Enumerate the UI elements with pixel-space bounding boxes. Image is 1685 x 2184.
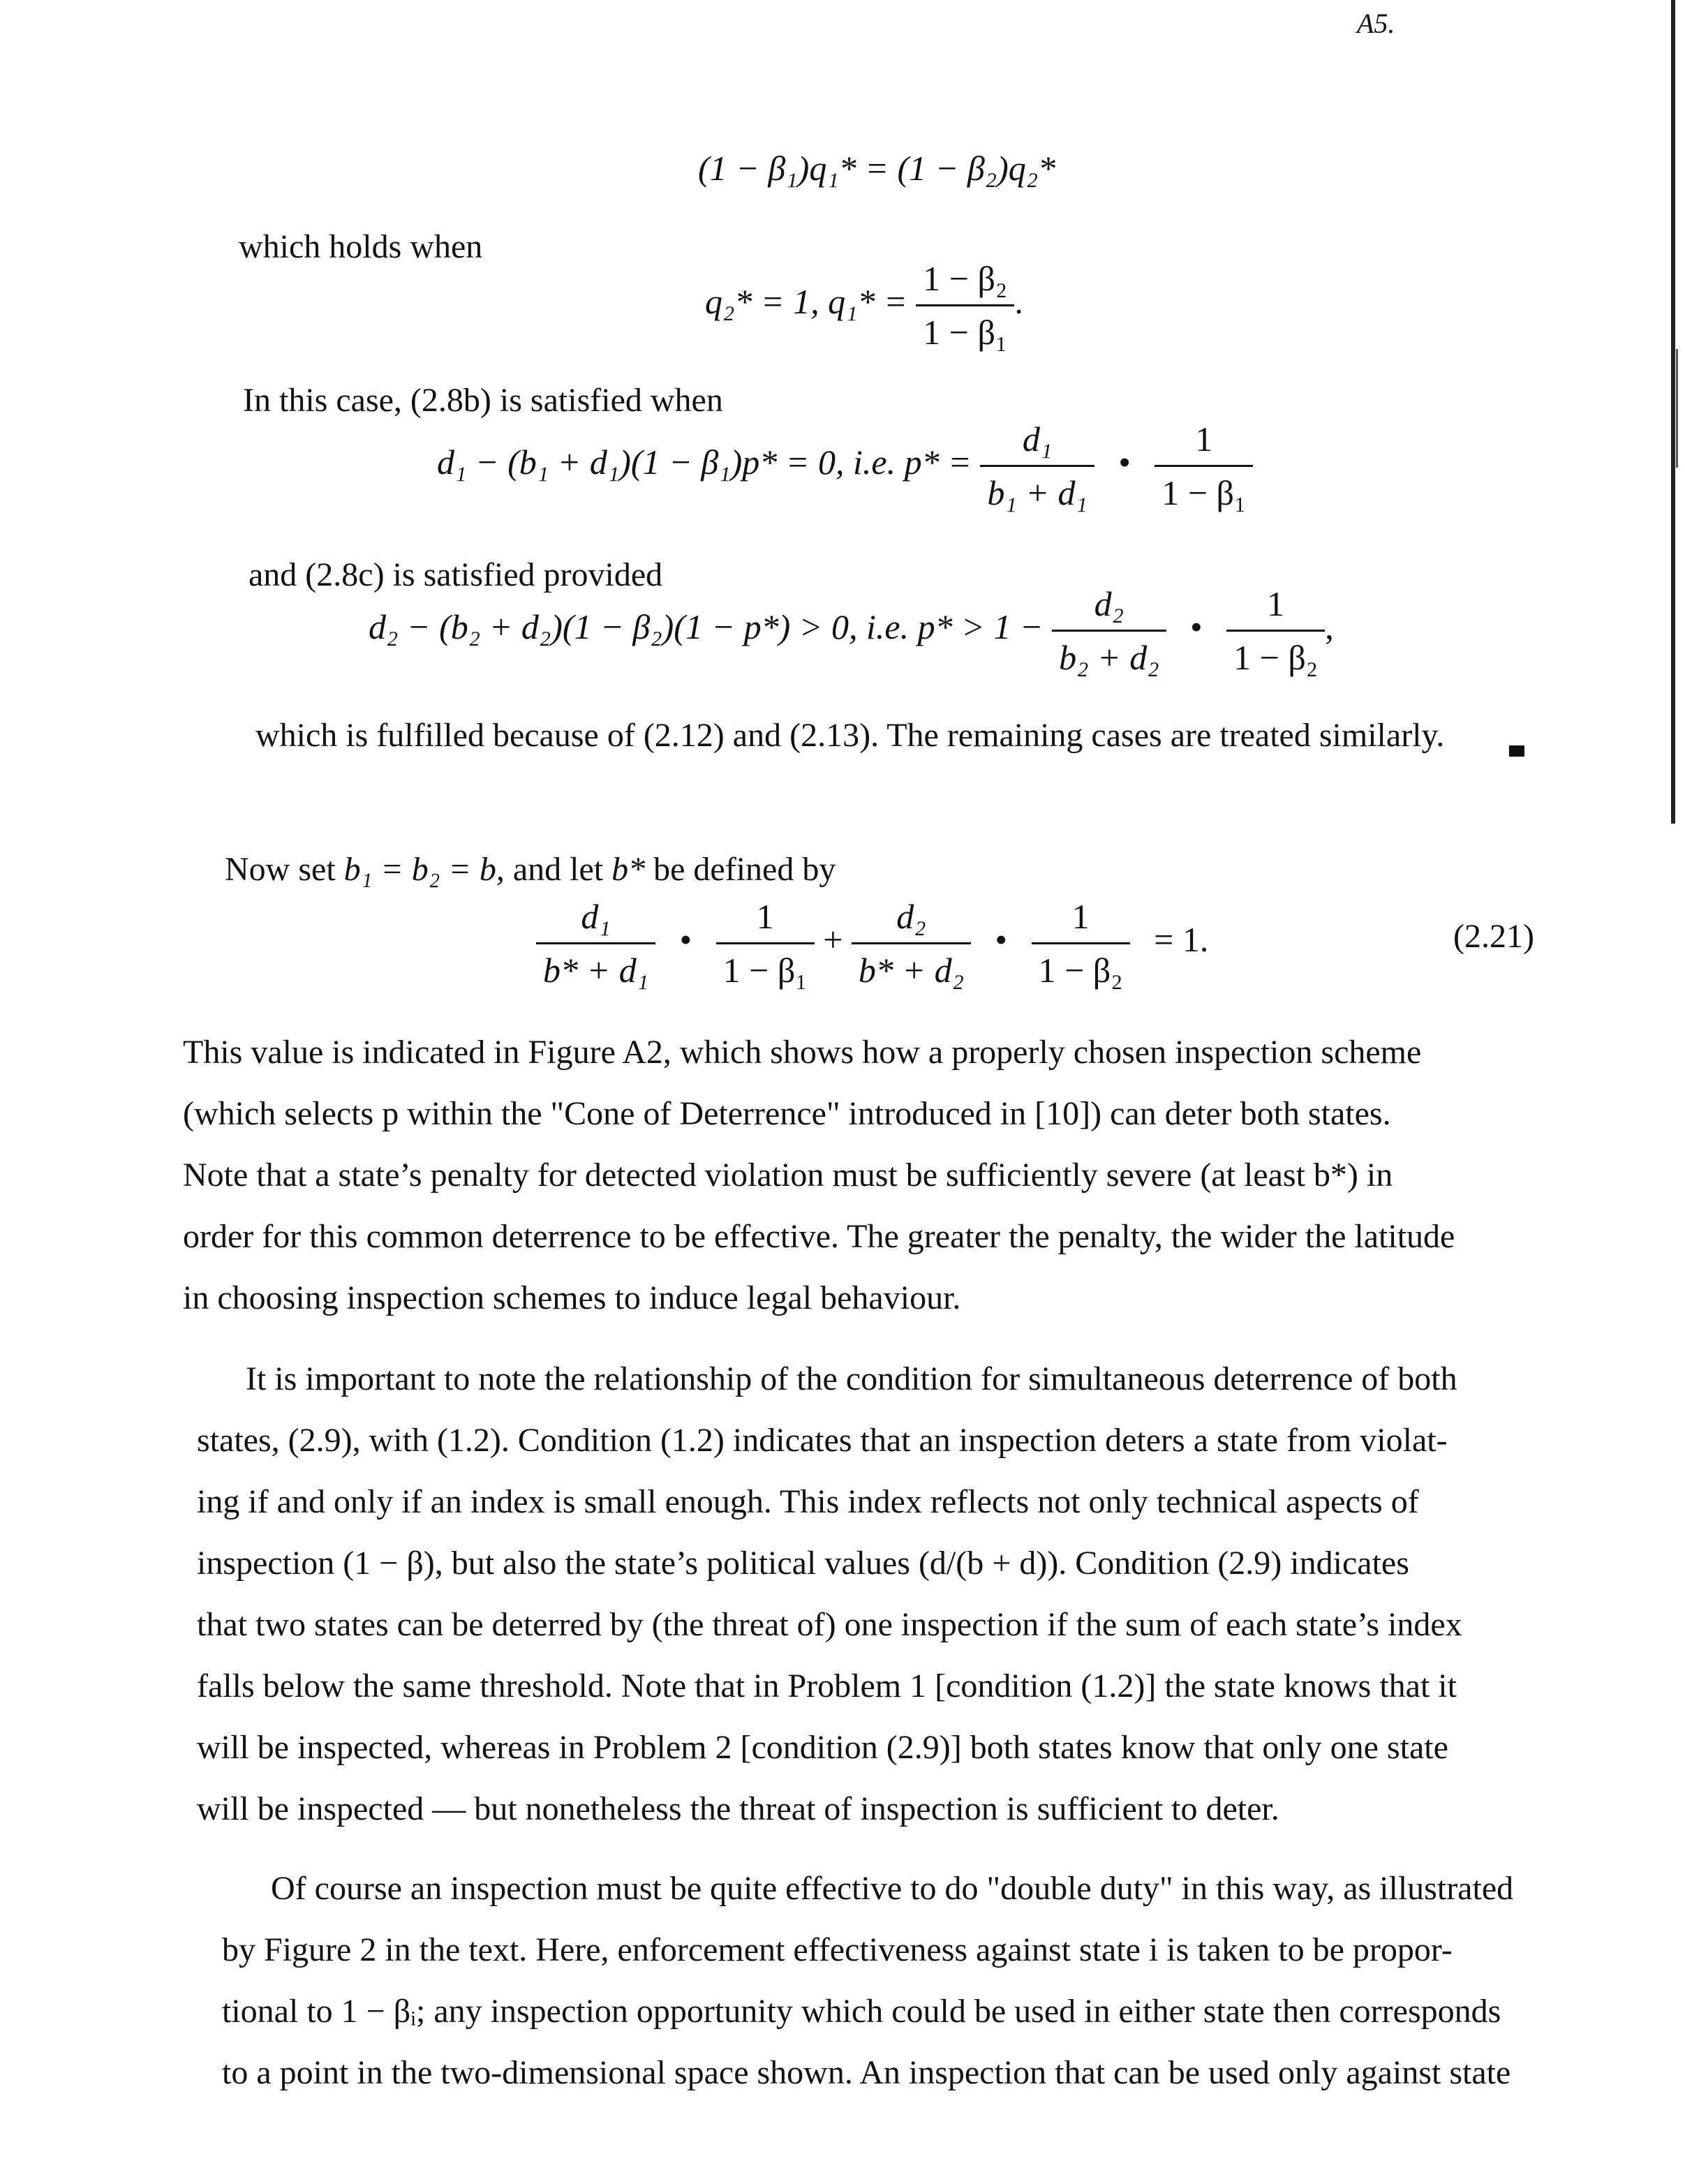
text-now-set-bstar: b*	[611, 851, 646, 888]
equation-4-num-1: d₂	[1094, 584, 1124, 623]
equation-3-num-1: d₁	[1022, 419, 1053, 459]
equation-4-left: d₂ − (b₂ + d₂)(1 − β₂)(1 − p*) > 0, i.e. p* > 1 −	[369, 607, 1044, 646]
equation-5-den-3: b* + d₂	[852, 942, 971, 990]
equation-5-num-3: d₂	[896, 897, 926, 936]
equation-5-dot-1: •	[679, 919, 692, 959]
equation-2-tail: .	[1014, 281, 1023, 321]
equation-2	[705, 258, 1023, 352]
scan-edge-bar	[1671, 0, 1675, 824]
equation-5-rhs: = 1.	[1154, 919, 1209, 959]
equation-3-num-2: 1	[1195, 419, 1213, 459]
paragraph-1-line: Note that a state’s penalty for detected violation must be sufficiently severe (at least b*) in	[183, 1157, 1393, 1194]
paragraph-2	[197, 1349, 1462, 1840]
paragraph-1	[183, 1022, 1455, 1329]
equation-5-fraction-4	[1032, 896, 1130, 990]
scan-edge-mark	[1676, 349, 1678, 468]
equation-5-fraction-2	[716, 896, 815, 990]
equation-5-num-2: 1	[756, 897, 774, 936]
equation-4-den-2: 1 − β₂	[1226, 630, 1325, 678]
equation-4-fraction-2	[1226, 584, 1325, 678]
equation-3-den-1: b₁ + d₁	[980, 465, 1094, 513]
equation-2-left: q₂* = 1, q₁* =	[705, 281, 907, 321]
text-now-set-pre: Now set	[225, 851, 344, 888]
paragraph-2-line: states, (2.9), with (1.2). Condition (1.2) indicates that an inspection deters a state from violat-	[197, 1422, 1448, 1459]
paragraph-1-line: order for this common deterrence to be effective. The greater the penalty, the wider the latitude	[183, 1218, 1455, 1255]
equation-5-num-1: d₁	[581, 897, 611, 936]
qed-mark	[1509, 745, 1524, 757]
equation-1-rhs: = (1 − β₂)q₂*	[865, 149, 1056, 188]
equation-4-dot: •	[1190, 607, 1203, 646]
paragraph-1-line: in choosing inspection schemes to induce legal behaviour.	[183, 1279, 961, 1316]
equation-2-numerator: 1 − β₂	[923, 259, 1008, 298]
equation-2-denominator: 1 − β₁	[916, 304, 1014, 352]
equation-5-den-1: b* + d₁	[536, 942, 655, 990]
text-and-2-8c: and (2.8c) is satisfied provided	[248, 556, 663, 593]
paragraph-3-line: Of course an inspection must be quite effective to do "double duty" in this way, as illustrated	[271, 1870, 1514, 1907]
page-number: A5.	[1357, 8, 1395, 39]
equation-2-21	[536, 896, 1208, 990]
equation-5-den-4: 1 − β₂	[1032, 942, 1130, 990]
equation-4-num-2: 1	[1267, 584, 1285, 623]
paragraph-1-line: (which selects p within the "Cone of Deterrence" introduced in [10]) can deter both states.	[183, 1095, 1391, 1132]
paragraph-2-line: inspection (1 − β), but also the state’s political values (d/(b + d)). Condition (2.9) indicates	[197, 1545, 1409, 1582]
equation-2-fraction	[916, 258, 1014, 352]
equation-3-fraction-1	[980, 419, 1094, 513]
equation-4-fraction-1	[1052, 584, 1166, 678]
paragraph-3-line: by Figure 2 in the text. Here, enforcement effectiveness against state i is taken to be propor-	[222, 1931, 1453, 1968]
text-now-set-math: b₁ = b₂ = b,	[343, 851, 505, 888]
equation-3-dot: •	[1118, 442, 1131, 482]
text-fulfilled: which is fulfilled because of (2.12) and (2.13). The remaining cases are treated similarly.	[255, 717, 1445, 754]
equation-5-plus: +	[823, 919, 843, 959]
equation-3	[437, 419, 1253, 513]
paragraph-2-line: that two states can be deterred by (the threat of) one inspection if the sum of each state’s index	[197, 1606, 1462, 1643]
equation-4-tail: ,	[1325, 607, 1334, 646]
equation-5-dot-2: •	[995, 919, 1008, 959]
equation-1	[698, 148, 1055, 188]
equation-5-num-4: 1	[1071, 897, 1090, 936]
equation-5-fraction-1	[536, 896, 655, 990]
paragraph-3	[222, 1858, 1513, 2104]
text-now-set-post: be defined by	[645, 851, 836, 888]
paragraph-2-line: will be inspected — but nonetheless the threat of inspection is sufficient to deter.	[197, 1790, 1279, 1827]
text-which-holds-when: which holds when	[239, 228, 483, 265]
equation-label-2-21: (2.21)	[1453, 918, 1534, 955]
equation-3-den-2: 1 − β₁	[1155, 465, 1253, 513]
equation-5-fraction-3	[852, 896, 971, 990]
equation-4	[369, 584, 1334, 678]
text-case-2-8b: In this case, (2.8b) is satisfied when	[243, 382, 723, 419]
equation-3-left: d₁ − (b₁ + d₁)(1 − β₁)p* = 0, i.e. p* =	[437, 442, 972, 482]
paragraph-3-line: to a point in the two-dimensional space shown. An inspection that can be used only against state	[222, 2054, 1511, 2091]
text-now-set-mid: and let	[504, 851, 612, 888]
equation-4-den-1: b₂ + d₂	[1052, 630, 1166, 678]
paragraph-2-line: ing if and only if an index is small enough. This index reflects not only technical aspects of	[197, 1483, 1419, 1520]
text-now-set	[225, 853, 836, 886]
paragraph-1-line: This value is indicated in Figure A2, which shows how a properly chosen inspection scheme	[183, 1034, 1422, 1071]
paragraph-2-line: will be inspected, whereas in Problem 2 [condition (2.9)] both states know that only one state	[197, 1729, 1448, 1766]
equation-5-den-2: 1 − β₁	[716, 942, 815, 990]
equation-1-lhs: (1 − β₁)q₁*	[698, 149, 866, 188]
paragraph-2-line: It is important to note the relationship of the condition for simultaneous deterrence of both	[246, 1360, 1457, 1397]
paragraph-3-line: tional to 1 − βᵢ; any inspection opportunity which could be used in either state then corresponds	[222, 1993, 1501, 2030]
equation-3-fraction-2	[1155, 419, 1253, 513]
paragraph-2-line: falls below the same threshold. Note that in Problem 1 [condition (1.2)] the state knows that it	[197, 1667, 1457, 1704]
